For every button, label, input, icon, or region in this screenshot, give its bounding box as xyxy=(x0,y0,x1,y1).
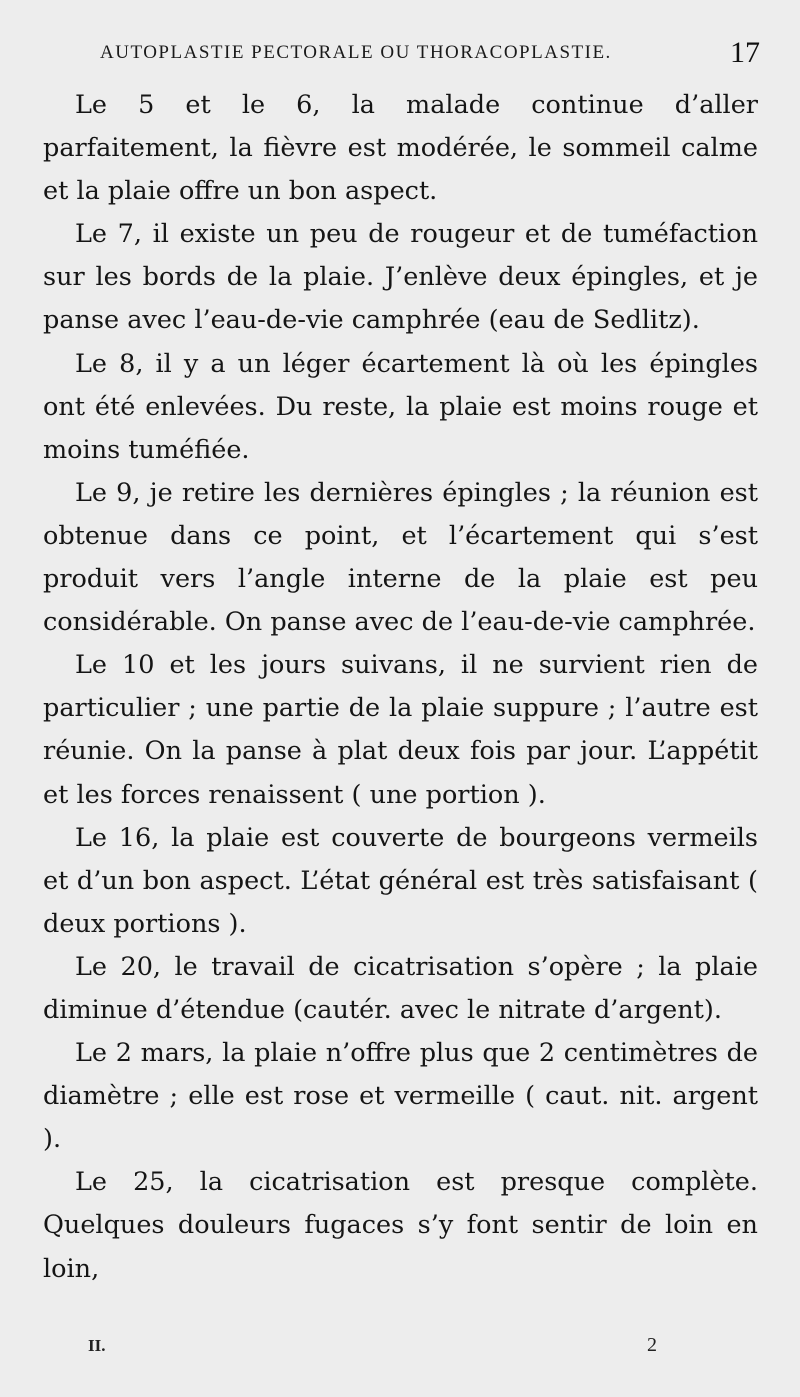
gathering-signature: 2 xyxy=(647,1334,657,1356)
body-text xyxy=(43,84,758,1291)
page-number: 17 xyxy=(730,36,760,69)
running-title: AUTOPLASTIE PECTORALE OU THORACOPLASTIE. xyxy=(100,42,612,63)
paragraph-day-5-6: Le 5 et le 6, la malade continue d’aller parfaitement, la fièvre est modérée, le sommeil calme et la plaie offre un bon aspect. xyxy=(43,90,758,207)
paragraph-day-25: Le 25, la cicatrisation est presque complète. Quelques douleurs fugaces s’y font sentir de loin en loin, xyxy=(43,1167,758,1284)
paragraph-day-7: Le 7, il existe un peu de rougeur et de tuméfaction sur les bords de la plaie. J’enlève deux épingles, et je panse avec l’eau-de-vie camphrée (eau de Sedlitz). xyxy=(43,219,758,336)
paragraph-day-8: Le 8, il y a un léger écartement là où les épingles ont été enlevées. Du reste, la plaie est moins rouge et moins tuméfiée. xyxy=(43,348,758,465)
volume-signature: II. xyxy=(88,1336,106,1355)
running-head xyxy=(100,36,760,72)
paragraph-day-20: Le 20, le travail de cicatrisation s’opère ; la plaie diminue d’étendue (cautér. avec le nitrate d’argent). xyxy=(43,951,758,1025)
paragraph-day-16: Le 16, la plaie est couverte de bourgeons vermeils et d’un bon aspect. L’état général est très satisfaisant ( deux portions ). xyxy=(43,822,758,939)
paragraph-day-9: Le 9, je retire les dernières épingles ; la réunion est obtenue dans ce point, et l’écartement qui s’est produit vers l’angle interne de la plaie est peu considérable. On panse avec de l’eau-de-vie camphrée. xyxy=(43,477,758,638)
page-footer xyxy=(0,1336,800,1366)
paragraph-march-2: Le 2 mars, la plaie n’offre plus que 2 centimètres de diamètre ; elle est rose et vermeille ( caut. nit. argent ). xyxy=(43,1038,758,1155)
paragraph-day-10: Le 10 et les jours suivans, il ne survient rien de particulier ; une partie de la plaie suppure ; l’autre est réunie. On la panse à plat deux fois par jour. L’appétit et les forces renaissent ( une portion ). xyxy=(43,650,758,810)
